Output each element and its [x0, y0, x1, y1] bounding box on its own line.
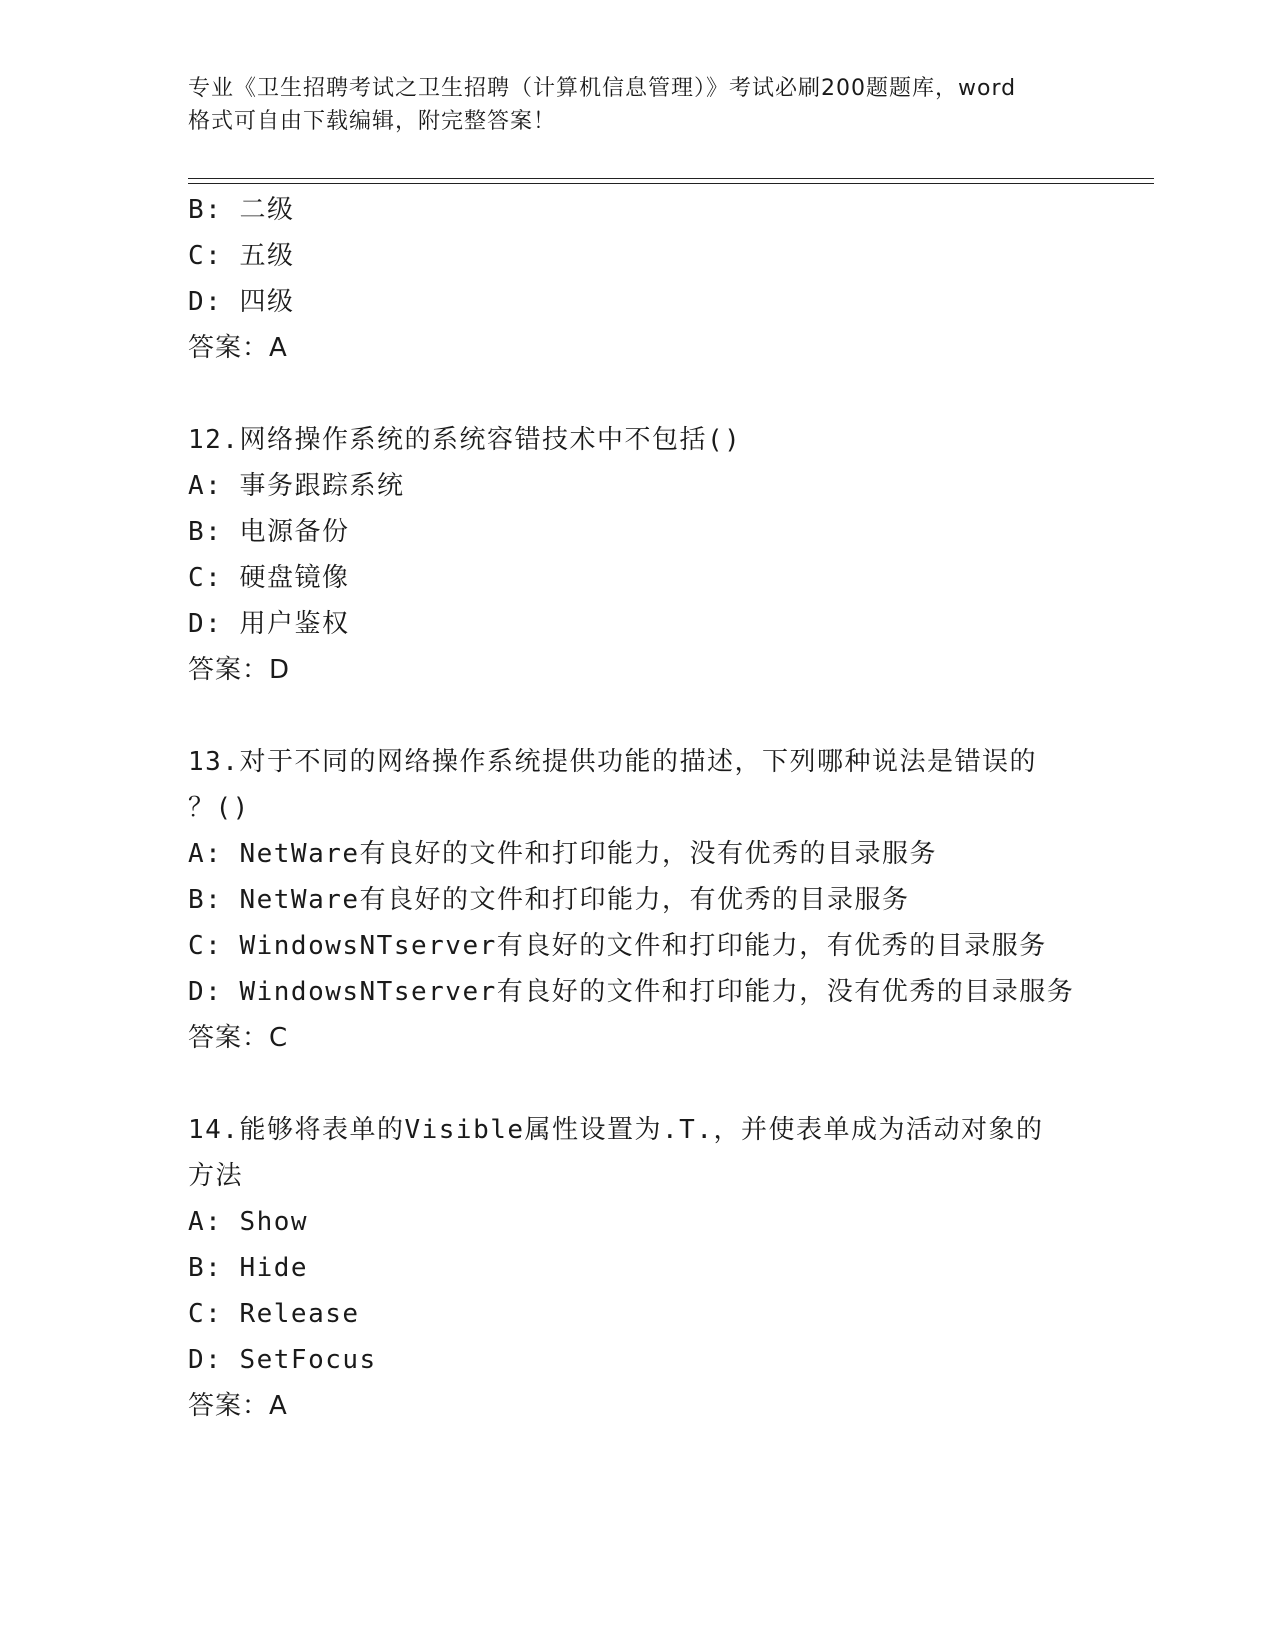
- question-text-line-1: 14.能够将表单的Visible属性设置为.T.，并使表单成为活动对象的: [188, 1115, 1044, 1145]
- question-text-line-2: 方法: [188, 1161, 244, 1191]
- option-a: A: 事务跟踪系统: [188, 471, 405, 501]
- option-d: D: WindowsNTserver有良好的文件和打印能力，没有优秀的目录服务: [188, 977, 1075, 1007]
- option-d: D: SetFocus: [188, 1345, 377, 1375]
- option-d: D: 四级: [188, 287, 295, 317]
- answer-label: 答案：A: [188, 333, 288, 363]
- header-line-2: 格式可自由下载编辑，附完整答案！: [188, 109, 557, 134]
- question-text-line-2: ？(): [188, 793, 250, 823]
- option-c: C: Release: [188, 1299, 360, 1329]
- option-b: B: 二级: [188, 195, 295, 225]
- header-divider-bottom: [188, 183, 1154, 184]
- question-text: 12.网络操作系统的系统容错技术中不包括(): [188, 425, 742, 455]
- option-c: C: 五级: [188, 241, 295, 271]
- question-list: [188, 187, 1088, 1429]
- answer-label: 答案：D: [188, 655, 291, 685]
- question-block-12: [188, 417, 1088, 693]
- option-d: D: 用户鉴权: [188, 609, 350, 639]
- document-header: [188, 72, 1108, 138]
- option-a: A: NetWare有良好的文件和打印能力，没有优秀的目录服务: [188, 839, 938, 869]
- option-c: C: 硬盘镜像: [188, 563, 350, 593]
- answer-label: 答案：A: [188, 1391, 288, 1421]
- question-block-13: [188, 739, 1088, 1061]
- answer-label: 答案：C: [188, 1023, 289, 1053]
- question-text-line-1: 13.对于不同的网络操作系统提供功能的描述，下列哪种说法是错误的: [188, 747, 1037, 777]
- question-block-14: [188, 1107, 1088, 1429]
- option-c: C: WindowsNTserver有良好的文件和打印能力，有优秀的目录服务: [188, 931, 1047, 961]
- option-b: B: Hide: [188, 1253, 309, 1283]
- option-b: B: NetWare有良好的文件和打印能力，有优秀的目录服务: [188, 885, 910, 915]
- option-b: B: 电源备份: [188, 517, 350, 547]
- question-block-prev: [188, 187, 1088, 371]
- header-divider-top: [188, 178, 1154, 179]
- header-line-1: 专业《卫生招聘考试之卫生招聘（计算机信息管理）》考试必刷200题题库，word: [188, 76, 1017, 101]
- option-a: A: Show: [188, 1207, 309, 1237]
